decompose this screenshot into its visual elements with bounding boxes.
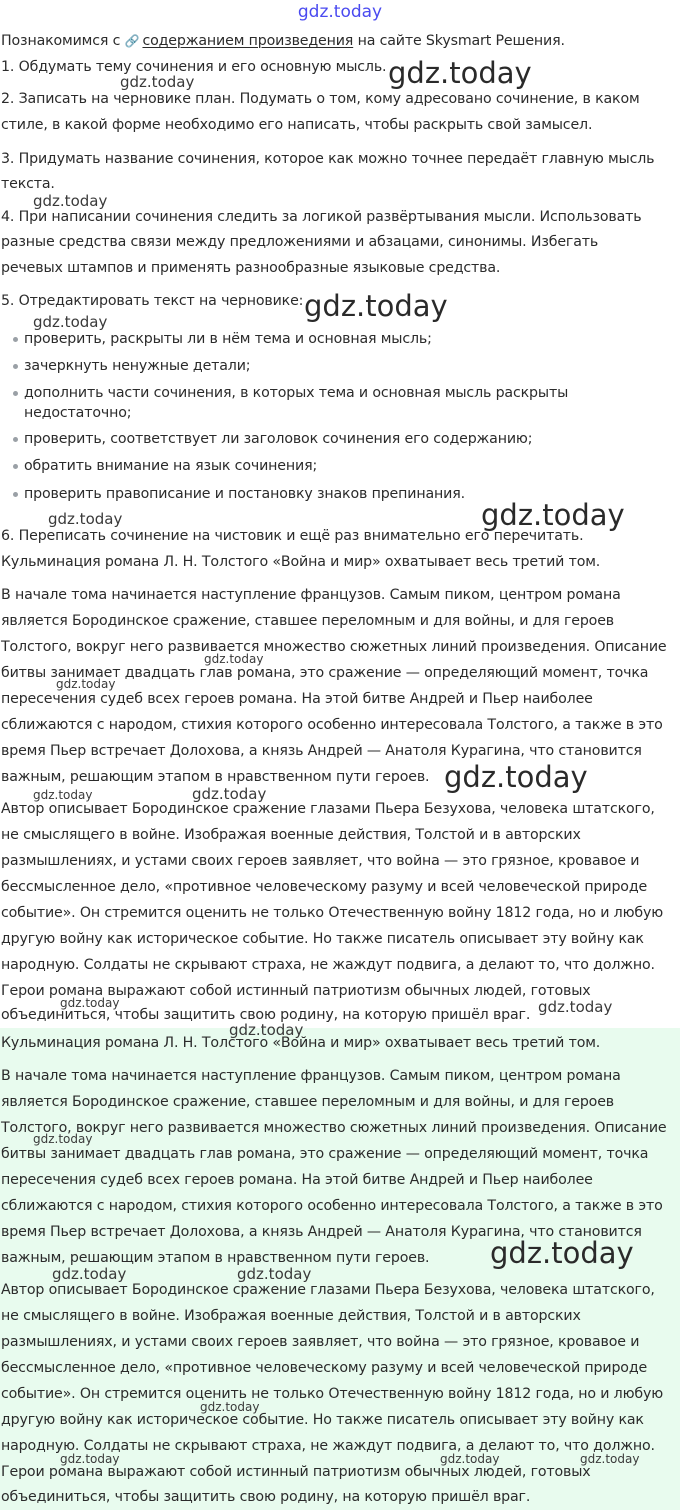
essay-p2-line: сближаются с народом, стихия которого особенно интересовала Толстого, а также в это bbox=[1, 717, 663, 733]
link-icon: 🔗 bbox=[124, 34, 140, 48]
answer-p3-line: Автор описывает Бородинское сражение глазами Пьера Безухова, человека штатского, bbox=[1, 1282, 655, 1298]
essay-p3-line: бессмысленное дело, «противное человеческому разуму и всей человеческой природе bbox=[1, 879, 648, 895]
bullet-dot bbox=[13, 437, 18, 442]
bullet-dot bbox=[13, 492, 18, 497]
step-1: 1. Обдумать тему сочинения и его основную мысль. bbox=[1, 59, 387, 75]
step-6: 6. Переписать сочинение на чистовик и ещё раз внимательно его перечитать. bbox=[1, 528, 584, 544]
essay-p3-line: не смыслящего в войне. Изображая военные действия, Толстой и в авторских bbox=[1, 827, 581, 843]
bullet-item: дополнить части сочинения, в которых тема и основная мысль раскрыты bbox=[24, 385, 569, 401]
essay-paragraph-1: Кульминация романа Л. Н. Толстого «Война и мир» охватывает весь третий том. bbox=[1, 554, 601, 570]
essay-p2-line: важным, решающим этапом в нравственном пути героев. bbox=[1, 769, 430, 785]
bullet-dot bbox=[13, 391, 18, 396]
watermark: gdz.today bbox=[56, 677, 116, 691]
essay-p3-line: Герои романа выражают собой истинный патриотизм обычных людей, готовых bbox=[1, 983, 591, 999]
watermark: gdz.today bbox=[388, 56, 532, 90]
watermark: gdz.today bbox=[33, 1132, 93, 1146]
watermark: gdz.today bbox=[192, 785, 267, 803]
answer-p3-line: народную. Солдаты не скрывают страха, не жаждут подвига, а делают то, что должно. bbox=[1, 1438, 655, 1454]
essay-p2-line: пересечения судеб всех героев романа. На этой битве Андрей и Пьер наиболее bbox=[1, 691, 593, 707]
answer-p3-line: размышлениях, и устами своих героев заявляет, что война — это грязное, кровавое и bbox=[1, 1334, 640, 1350]
answer-p2-line: является Бородинское сражение, ставшее переломным и для войны, и для героев bbox=[1, 1094, 615, 1110]
watermark: gdz.today bbox=[490, 1236, 634, 1270]
answer-p3-line: событие». Он стремится оценить не только Отечественную войну 1812 года, но и любую bbox=[1, 1386, 664, 1402]
watermark: gdz.today bbox=[33, 313, 108, 331]
essay-p3-line: событие». Он стремится оценить не только Отечественную войну 1812 года, но и любую bbox=[1, 905, 664, 921]
answer-p3-line: не смыслящего в войне. Изображая военные действия, Толстой и в авторских bbox=[1, 1308, 581, 1324]
essay-p3-line: народную. Солдаты не скрывают страха, не жаждут подвига, а делают то, что должно. bbox=[1, 957, 655, 973]
step-2-line-1: 2. Записать на черновике план. Подумать о том, кому адресовано сочинение, в каком bbox=[1, 91, 640, 107]
content-link[interactable]: содержанием произведения bbox=[142, 33, 354, 49]
answer-p2-line: сближаются с народом, стихия которого особенно интересовала Толстого, а также в это bbox=[1, 1198, 663, 1214]
watermark: gdz.today bbox=[60, 1452, 120, 1466]
essay-p2-line: время Пьер встречает Долохова, а князь Андрей — Анатоля Курагина, что становится bbox=[1, 743, 642, 759]
answer-p3-line: другую войну как историческое событие. Но также писатель описывает эту войну как bbox=[1, 1412, 644, 1428]
bullet-dot bbox=[13, 364, 18, 369]
intro-prefix: Познакомимся с bbox=[1, 33, 121, 49]
watermark: gdz.today bbox=[538, 998, 613, 1016]
watermark: gdz.today bbox=[304, 289, 448, 323]
answer-p2-line: Толстого, вокруг него развивается множество сюжетных линий произведения. Описание bbox=[1, 1120, 667, 1136]
watermark: gdz.today bbox=[580, 1452, 640, 1466]
watermark: gdz.today bbox=[33, 788, 93, 802]
watermark: gdz.today bbox=[33, 192, 108, 210]
bullet-item: зачеркнуть ненужные детали; bbox=[24, 358, 251, 374]
essay-p3-line: объединиться, чтобы защитить свою родину, на которую пришёл враг. bbox=[1, 1007, 531, 1023]
answer-p2-line: В начале тома начинается наступление французов. Самым пиком, центром романа bbox=[1, 1068, 621, 1084]
essay-p3-line: другую войну как историческое событие. Но также писатель описывает эту войну как bbox=[1, 931, 644, 947]
answer-p3-line: объединиться, чтобы защитить свою родину, на которую пришёл враг. bbox=[1, 1489, 531, 1505]
answer-p2-line: пересечения судеб всех героев романа. На этой битве Андрей и Пьер наиболее bbox=[1, 1172, 593, 1188]
watermark: gdz.today bbox=[48, 510, 123, 528]
watermark: gdz.today bbox=[440, 1452, 500, 1466]
essay-p2-line: В начале тома начинается наступление французов. Самым пиком, центром романа bbox=[1, 587, 621, 603]
header-watermark: gdz.today bbox=[297, 2, 383, 22]
essay-p2-line: битвы занимает двадцать глав романа, это сражение — определяющий момент, точка bbox=[1, 665, 649, 681]
essay-p2-line: является Бородинское сражение, ставшее переломным и для войны, и для героев bbox=[1, 613, 615, 629]
step-4-line-3: речевых штампов и применять разнообразные языковые средства. bbox=[1, 260, 501, 276]
bullet-item: проверить, раскрыты ли в нём тема и основная мысль; bbox=[24, 331, 432, 347]
answer-p2-line: важным, решающим этапом в нравственном пути героев. bbox=[1, 1250, 430, 1266]
bullet-dot bbox=[13, 464, 18, 469]
watermark: gdz.today bbox=[229, 1021, 304, 1039]
watermark: gdz.today bbox=[444, 760, 588, 794]
answer-paragraph-1: Кульминация романа Л. Н. Толстого «Война и мир» охватывает весь третий том. bbox=[1, 1035, 601, 1051]
watermark: gdz.today bbox=[52, 1265, 127, 1283]
bullet-item: проверить, соответствует ли заголовок сочинения его содержанию; bbox=[24, 431, 533, 447]
essay-p3-line: Автор описывает Бородинское сражение глазами Пьера Безухова, человека штатского, bbox=[1, 801, 655, 817]
answer-p3-line: Герои романа выражают собой истинный патриотизм обычных людей, готовых bbox=[1, 1464, 591, 1480]
bullet-item: обратить внимание на язык сочинения; bbox=[24, 458, 318, 474]
step-4-line-2: разные средства связи между предложениями и абзацами, синонимы. Избегать bbox=[1, 234, 599, 250]
bullet-item: проверить правописание и постановку знаков препинания. bbox=[24, 486, 465, 502]
essay-p2-line: Толстого, вокруг него развивается множество сюжетных линий произведения. Описание bbox=[1, 639, 667, 655]
bullet-dot bbox=[13, 337, 18, 342]
essay-p3-line: размышлениях, и устами своих героев заявляет, что война — это грязное, кровавое и bbox=[1, 853, 640, 869]
step-3-line-1: 3. Придумать название сочинения, которое как можно точнее передаёт главную мысль bbox=[1, 151, 655, 167]
bullet-item-cont: недостаточно; bbox=[24, 405, 132, 421]
step-5: 5. Отредактировать текст на черновике: bbox=[1, 293, 304, 309]
watermark: gdz.today bbox=[204, 652, 264, 666]
answer-p2-line: время Пьер встречает Долохова, а князь Андрей — Анатоля Курагина, что становится bbox=[1, 1224, 642, 1240]
watermark: gdz.today bbox=[200, 1400, 260, 1414]
intro-suffix: на сайте Skysmart Решения. bbox=[357, 33, 565, 49]
watermark: gdz.today bbox=[120, 73, 195, 91]
intro-line bbox=[1, 31, 565, 51]
watermark: gdz.today bbox=[481, 498, 625, 532]
answer-p3-line: бессмысленное дело, «противное человеческому разуму и всей человеческой природе bbox=[1, 1360, 648, 1376]
step-3-line-2: текста. bbox=[1, 176, 55, 192]
step-2-line-2: стиле, в какой форме необходимо его написать, чтобы раскрыть свой замысел. bbox=[1, 117, 593, 133]
watermark: gdz.today bbox=[60, 996, 120, 1010]
answer-p2-line: битвы занимает двадцать глав романа, это сражение — определяющий момент, точка bbox=[1, 1146, 649, 1162]
step-4-line-1: 4. При написании сочинения следить за логикой развёртывания мысли. Использовать bbox=[1, 209, 642, 225]
watermark: gdz.today bbox=[237, 1265, 312, 1283]
